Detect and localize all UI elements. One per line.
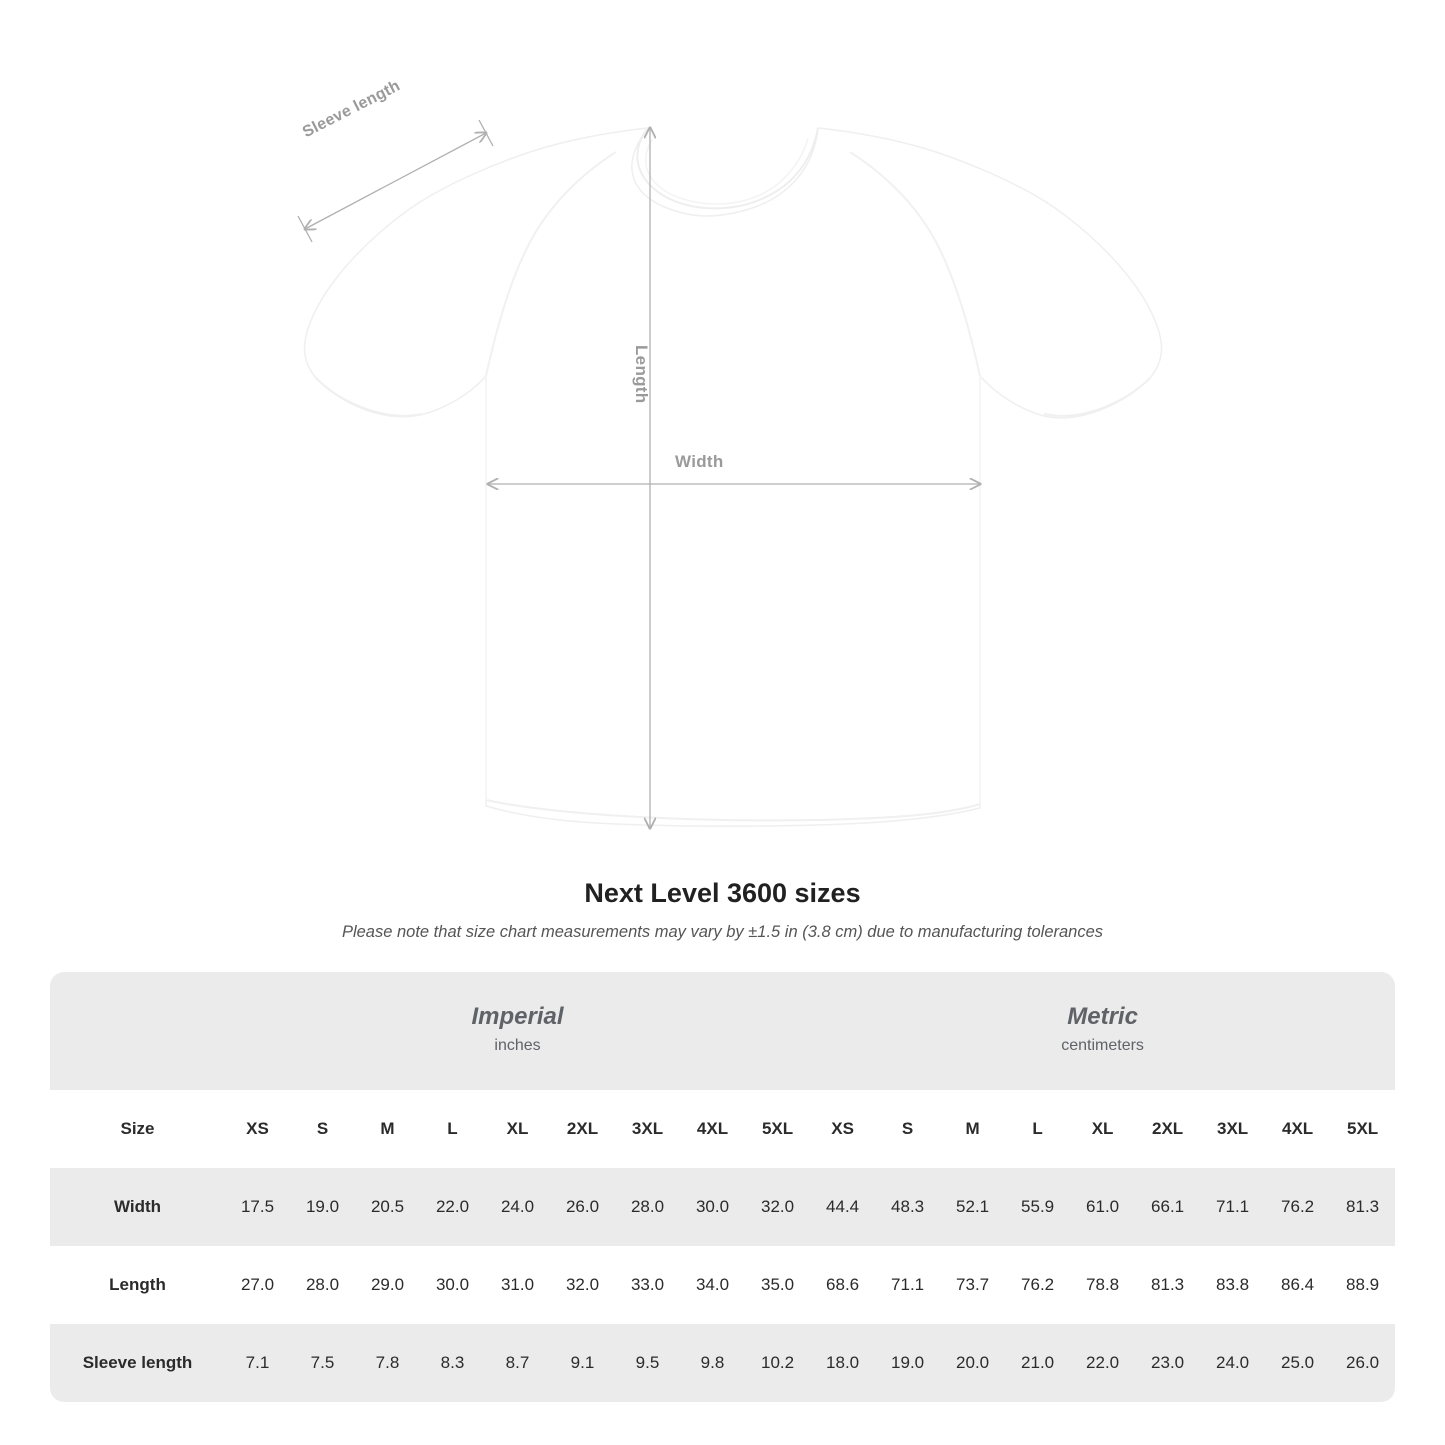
measurement-cell: 23.0 bbox=[1135, 1324, 1200, 1402]
measurement-cell: 32.0 bbox=[745, 1168, 810, 1246]
measurement-cell: 9.1 bbox=[550, 1324, 615, 1402]
size-column-header: Size bbox=[50, 1090, 225, 1168]
measurement-cell: 8.3 bbox=[420, 1324, 485, 1402]
table-row bbox=[50, 1246, 1395, 1324]
measurement-cell: 19.0 bbox=[875, 1324, 940, 1402]
size-header-cell: 4XL bbox=[1265, 1090, 1330, 1168]
measurement-cell: 83.8 bbox=[1200, 1246, 1265, 1324]
measurement-cell: 22.0 bbox=[420, 1168, 485, 1246]
unit-group-metric bbox=[810, 972, 1395, 1090]
measurement-cell: 29.0 bbox=[355, 1246, 420, 1324]
table-row bbox=[50, 1168, 1395, 1246]
unit-group-imperial bbox=[225, 972, 810, 1090]
size-header-cell: 5XL bbox=[745, 1090, 810, 1168]
size-header-row bbox=[50, 1090, 1395, 1168]
width-label: Width bbox=[675, 452, 724, 471]
unit-system-name: Imperial bbox=[471, 1002, 564, 1030]
measurement-cell: 73.7 bbox=[940, 1246, 1005, 1324]
size-header-cell: 4XL bbox=[680, 1090, 745, 1168]
measurement-cell: 66.1 bbox=[1135, 1168, 1200, 1246]
size-header-cell: 3XL bbox=[1200, 1090, 1265, 1168]
unit-system-sub: centimeters bbox=[1061, 1036, 1144, 1054]
unit-system-sub: inches bbox=[494, 1036, 541, 1054]
measurement-cell: 44.4 bbox=[810, 1168, 875, 1246]
measurement-cell: 55.9 bbox=[1005, 1168, 1070, 1246]
measurement-cell: 24.0 bbox=[485, 1168, 550, 1246]
measurement-cell: 7.1 bbox=[225, 1324, 290, 1402]
measurement-cell: 88.9 bbox=[1330, 1246, 1395, 1324]
measurement-cell: 30.0 bbox=[420, 1246, 485, 1324]
table-row bbox=[50, 1324, 1395, 1402]
measurement-cell: 27.0 bbox=[225, 1246, 290, 1324]
row-label-length: Length bbox=[50, 1246, 225, 1324]
measurement-cell: 19.0 bbox=[290, 1168, 355, 1246]
tolerance-note: Please note that size chart measurements may vary by ±1.5 in (3.8 cm) due to manufacturing tolerances bbox=[341, 923, 1104, 941]
measurement-cell: 17.5 bbox=[225, 1168, 290, 1246]
size-header-cell: S bbox=[875, 1090, 940, 1168]
size-header-cell: M bbox=[940, 1090, 1005, 1168]
size-table bbox=[50, 972, 1395, 1402]
unit-system-row bbox=[50, 972, 1395, 1090]
measurement-cell: 52.1 bbox=[940, 1168, 1005, 1246]
measurement-cell: 22.0 bbox=[1070, 1324, 1135, 1402]
measurement-cell: 7.5 bbox=[290, 1324, 355, 1402]
measurement-cell: 24.0 bbox=[1200, 1324, 1265, 1402]
size-header-cell: XL bbox=[485, 1090, 550, 1168]
unit-system-name: Metric bbox=[1067, 1002, 1138, 1030]
size-header-cell: 2XL bbox=[1135, 1090, 1200, 1168]
measurement-cell: 26.0 bbox=[550, 1168, 615, 1246]
size-header-cell: 2XL bbox=[550, 1090, 615, 1168]
size-header-cell: S bbox=[290, 1090, 355, 1168]
measurement-cell: 35.0 bbox=[745, 1246, 810, 1324]
measurement-cell: 10.2 bbox=[745, 1324, 810, 1402]
measurement-cell: 78.8 bbox=[1070, 1246, 1135, 1324]
measurement-cell: 68.6 bbox=[810, 1246, 875, 1324]
page-title: Next Level 3600 sizes bbox=[584, 878, 861, 908]
measurement-cell: 9.5 bbox=[615, 1324, 680, 1402]
measurement-cell: 81.3 bbox=[1330, 1168, 1395, 1246]
size-header-cell: 5XL bbox=[1330, 1090, 1395, 1168]
measurement-cell: 71.1 bbox=[875, 1246, 940, 1324]
size-header-cell: XL bbox=[1070, 1090, 1135, 1168]
table-corner-cell bbox=[50, 972, 225, 1090]
measurement-cell: 26.0 bbox=[1330, 1324, 1395, 1402]
measurement-cell: 81.3 bbox=[1135, 1246, 1200, 1324]
size-header-cell: M bbox=[355, 1090, 420, 1168]
measurement-cell: 30.0 bbox=[680, 1168, 745, 1246]
size-header-cell: XS bbox=[225, 1090, 290, 1168]
measurement-cell: 71.1 bbox=[1200, 1168, 1265, 1246]
measurement-cell: 21.0 bbox=[1005, 1324, 1070, 1402]
measurement-cell: 18.0 bbox=[810, 1324, 875, 1402]
measurement-cell: 86.4 bbox=[1265, 1246, 1330, 1324]
sleeve-length-label: Sleeve length bbox=[300, 77, 404, 142]
row-label-sleeve-length: Sleeve length bbox=[50, 1324, 225, 1402]
size-header-cell: XS bbox=[810, 1090, 875, 1168]
size-header-cell: L bbox=[420, 1090, 485, 1168]
measurement-cell: 61.0 bbox=[1070, 1168, 1135, 1246]
size-header-cell: L bbox=[1005, 1090, 1070, 1168]
measurement-cell: 33.0 bbox=[615, 1246, 680, 1324]
measurement-cell: 20.5 bbox=[355, 1168, 420, 1246]
measurement-cell: 76.2 bbox=[1005, 1246, 1070, 1324]
measurement-cell: 76.2 bbox=[1265, 1168, 1330, 1246]
row-label-width: Width bbox=[50, 1168, 225, 1246]
measurement-cell: 9.8 bbox=[680, 1324, 745, 1402]
measurement-cell: 34.0 bbox=[680, 1246, 745, 1324]
measurement-cell: 7.8 bbox=[355, 1324, 420, 1402]
measurement-cell: 8.7 bbox=[485, 1324, 550, 1402]
measurement-cell: 32.0 bbox=[550, 1246, 615, 1324]
length-label: Length bbox=[632, 345, 651, 404]
title-block bbox=[0, 878, 1445, 942]
size-header-cell: 3XL bbox=[615, 1090, 680, 1168]
measurement-cell: 28.0 bbox=[615, 1168, 680, 1246]
measurement-cell: 20.0 bbox=[940, 1324, 1005, 1402]
measurement-cell: 31.0 bbox=[485, 1246, 550, 1324]
shirt-shape bbox=[304, 128, 1161, 826]
measurement-cell: 48.3 bbox=[875, 1168, 940, 1246]
measurement-cell: 28.0 bbox=[290, 1246, 355, 1324]
size-table-wrapper bbox=[50, 972, 1395, 1402]
measurement-cell: 25.0 bbox=[1265, 1324, 1330, 1402]
